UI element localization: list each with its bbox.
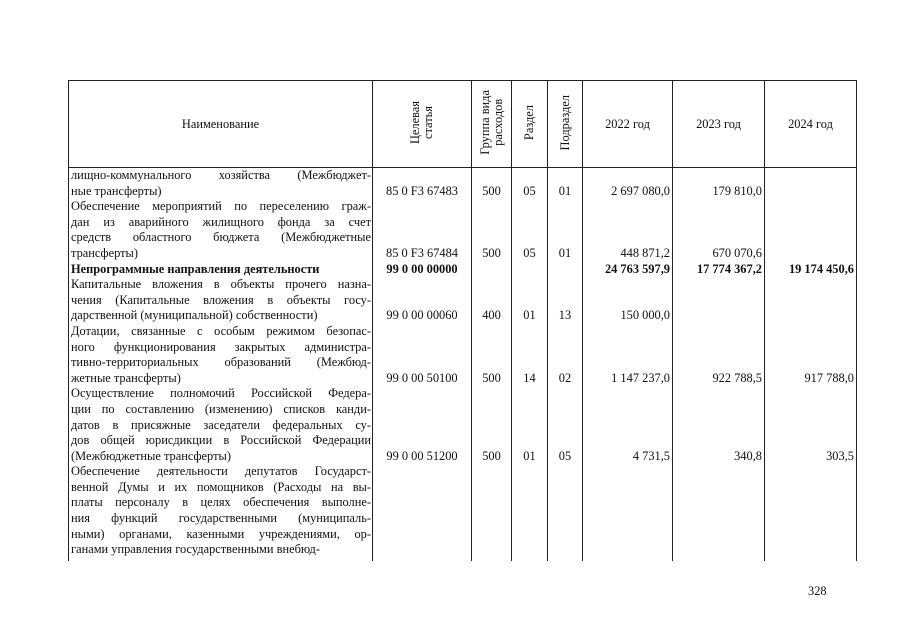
row-amount-2023: 17 774 367,2 <box>673 262 765 278</box>
row-name-line: ния функций государственными (муниципаль- <box>71 511 371 526</box>
row-expense-group: 500 <box>472 324 512 386</box>
row-amount-2022: 24 763 597,9 <box>583 262 673 278</box>
row-name-line: чения (Капитальные вложения в объекты госу- <box>71 292 371 307</box>
table-row <box>69 324 857 386</box>
row-target-article: 99 0 00 50100 <box>373 324 472 386</box>
header-year-2023: 2023 год <box>673 81 765 168</box>
row-name-line: венной Думы и их помощников (Расходы на вы- <box>71 479 371 494</box>
header-subsection: Подраздел <box>548 81 583 168</box>
row-name <box>69 464 373 561</box>
row-subsection: 13 <box>548 277 583 324</box>
row-target-article: 85 0 F3 67484 <box>373 199 472 261</box>
row-amount-2024 <box>765 277 857 324</box>
budget-table <box>68 80 857 561</box>
row-name-line: лищно-коммунального хозяйства (Межбюджет- <box>71 168 371 182</box>
row-name-line: Осуществление полномочий Российской Федера- <box>71 386 371 401</box>
row-name <box>69 277 373 324</box>
row-target-article: 85 0 F3 67483 <box>373 168 472 200</box>
row-amount-2023: 670 070,6 <box>673 199 765 261</box>
row-name-line: ного функционирования закрытых администра- <box>71 339 371 354</box>
row-expense-group: 500 <box>472 386 512 464</box>
header-expense-group: Группа вида расходов <box>472 81 512 168</box>
row-amount-2022: 150 000,0 <box>583 277 673 324</box>
page-number: 328 <box>808 584 827 598</box>
row-amount-2022: 4 731,5 <box>583 386 673 464</box>
row-name-line: Дотации, связанные с особым режимом безопас- <box>71 323 371 338</box>
row-name-line: трансферты) <box>71 245 138 260</box>
row-name-line: дов общей юрисдикции в Российской Федерации <box>71 433 371 448</box>
row-section: 14 <box>512 324 548 386</box>
row-subsection <box>548 262 583 278</box>
table-row <box>69 199 857 261</box>
header-year-2024: 2024 год <box>765 81 857 168</box>
header-section: Раздел <box>512 81 548 168</box>
row-name-line: ции по составлению (изменению) списков канди- <box>71 401 371 416</box>
table-row <box>69 277 857 324</box>
table-row <box>69 386 857 464</box>
row-amount-2022: 1 147 237,0 <box>583 324 673 386</box>
row-name-line: тивно-территориальных образований (Межбюд- <box>71 355 371 370</box>
row-amount-2024 <box>765 199 857 261</box>
row-amount-2022: 448 871,2 <box>583 199 673 261</box>
row-amount-2024 <box>765 168 857 200</box>
row-name-line: ными) органами, казенными учреждениями, ор- <box>71 526 371 541</box>
row-expense-group: 500 <box>472 168 512 200</box>
row-expense-group <box>472 262 512 278</box>
row-section: 05 <box>512 199 548 261</box>
row-name-line: Непрограммные направления деятельности <box>71 261 320 276</box>
row-target-article: 99 0 00 51200 <box>373 386 472 464</box>
row-name-line: Обеспечение деятельности депутатов Государст- <box>71 464 371 479</box>
row-amount-2023 <box>673 277 765 324</box>
row-amount-2022: 2 697 080,0 <box>583 168 673 200</box>
header-name: Наименование <box>69 81 373 168</box>
row-name-line: дан из аварийного жилищного фонда за счет <box>71 214 371 229</box>
row-name <box>69 262 373 278</box>
row-expense-group: 500 <box>472 199 512 261</box>
row-name <box>69 324 373 386</box>
row-section <box>512 262 548 278</box>
row-name <box>69 168 373 200</box>
row-name <box>69 199 373 261</box>
row-amount-2024: 19 174 450,6 <box>765 262 857 278</box>
row-amount-2024: 303,5 <box>765 386 857 464</box>
row-amount-2023 <box>673 464 765 561</box>
row-amount-2024 <box>765 464 857 561</box>
row-name-line: дарственной (муниципальной) собственности) <box>71 308 318 323</box>
row-subsection <box>548 464 583 561</box>
row-section: 01 <box>512 277 548 324</box>
row-target-article: 99 0 00 00000 <box>373 262 472 278</box>
row-name-line: платы персоналу в целях обеспечения выполне- <box>71 495 371 510</box>
row-name-line: Капитальные вложения в объекты прочего назна- <box>71 277 371 292</box>
row-subsection: 01 <box>548 199 583 261</box>
row-subsection: 05 <box>548 386 583 464</box>
row-target-article: 99 0 00 00060 <box>373 277 472 324</box>
row-section: 01 <box>512 386 548 464</box>
row-name-line: жетные трансферты) <box>71 370 181 385</box>
row-name-line: (Межбюджетные трансферты) <box>71 448 231 463</box>
row-name <box>69 386 373 464</box>
row-amount-2023: 179 810,0 <box>673 168 765 200</box>
header-target-article: Целевая статья <box>373 81 472 168</box>
row-amount-2024: 917 788,0 <box>765 324 857 386</box>
header-year-2022: 2022 год <box>583 81 673 168</box>
table-row <box>69 464 857 561</box>
row-amount-2022 <box>583 464 673 561</box>
header-row <box>69 81 857 168</box>
row-subsection: 01 <box>548 168 583 200</box>
row-name-line: Обеспечение мероприятий по переселению граж- <box>71 199 371 214</box>
row-expense-group: 400 <box>472 277 512 324</box>
row-expense-group <box>472 464 512 561</box>
row-amount-2023: 340,8 <box>673 386 765 464</box>
table-row <box>69 168 857 200</box>
row-amount-2023: 922 788,5 <box>673 324 765 386</box>
row-name-line: средств областного бюджета (Межбюджетные <box>71 230 371 245</box>
row-section: 05 <box>512 168 548 200</box>
row-name-line: датов в присяжные заседатели федеральных су- <box>71 417 371 432</box>
row-name-line: ные трансферты) <box>71 183 162 198</box>
table-row <box>69 262 857 278</box>
row-section <box>512 464 548 561</box>
row-subsection: 02 <box>548 324 583 386</box>
row-target-article <box>373 464 472 561</box>
row-name-line: ганами управления государственными внебюд- <box>71 542 320 557</box>
